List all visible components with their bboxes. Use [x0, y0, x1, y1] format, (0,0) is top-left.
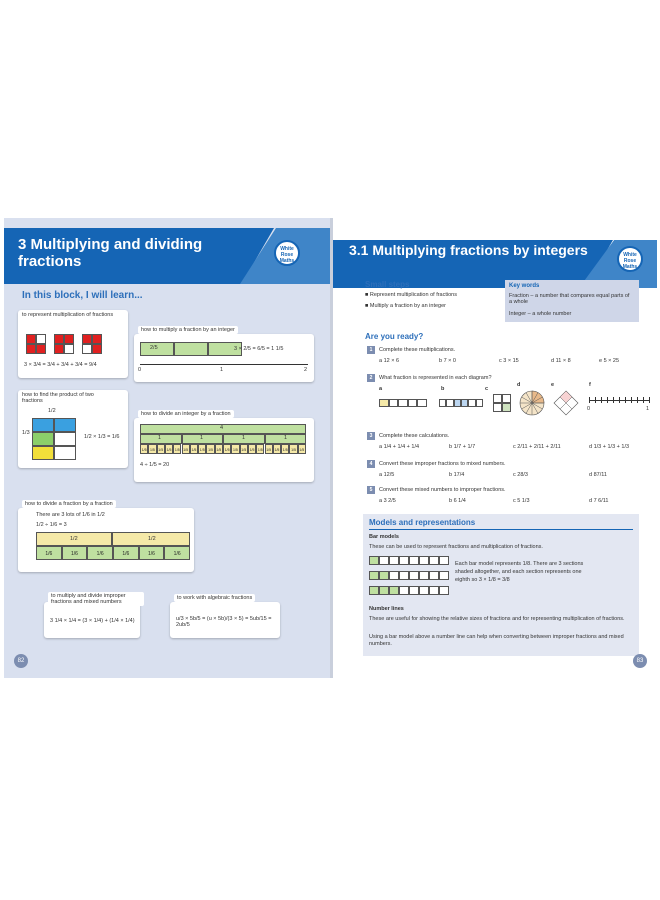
card-line: 1/2 ÷ 1/6 = 3 — [36, 522, 67, 528]
number-line — [140, 364, 308, 365]
bar-segment — [439, 399, 446, 407]
half-label: 1/2 — [70, 536, 78, 542]
fifth-segment: 1/5 — [190, 444, 198, 454]
page-number: 83 — [633, 654, 647, 668]
eighth-segment — [369, 586, 379, 595]
q-part: c 3 × 15 — [499, 358, 519, 364]
eighth-segment — [379, 586, 389, 595]
diagram-a — [379, 399, 427, 407]
question-number: 3 — [367, 432, 375, 440]
bar-segment — [379, 399, 389, 407]
card-product — [18, 390, 128, 468]
question-text: What fraction is represented in each diagram? — [379, 375, 492, 381]
eighth-segment — [439, 556, 449, 565]
diagram-letter: a — [379, 386, 383, 392]
eighth-segment — [409, 571, 419, 580]
question-number: 5 — [367, 486, 375, 494]
models-heading: Models and representations — [369, 518, 476, 527]
whole-label: 4 — [220, 425, 224, 431]
number-lines-text: These are useful for showing the relative sizes of fractions and for representing multiplication of fractions. — [369, 616, 625, 622]
question-text: Complete these calculations. — [379, 433, 450, 439]
q-part: d 1/3 + 1/3 + 1/3 — [589, 444, 630, 450]
fifth-segment: 1/5 — [182, 444, 190, 454]
card-equation: 1/2 × 1/3 = 1/6 — [84, 434, 120, 440]
tick — [643, 397, 644, 403]
eighth-segment — [429, 556, 439, 565]
eighth-segment — [419, 571, 429, 580]
half-label: 1/2 — [148, 536, 156, 542]
page-number: 82 — [14, 654, 28, 668]
diagram-c — [493, 394, 511, 412]
bar-segment — [476, 399, 483, 407]
q-part: a 3 2/5 — [379, 498, 396, 504]
number-lines-heading: Number lines — [369, 606, 404, 612]
bar-label: 2/5 — [150, 345, 158, 351]
eighth-segment — [409, 556, 419, 565]
card-equation: 4 ÷ 1/5 = 20 — [140, 462, 170, 468]
axis-label: 2 — [304, 367, 308, 373]
question-number: 2 — [367, 374, 375, 382]
question-number: 1 — [367, 346, 375, 354]
one-label: 1 — [158, 435, 162, 441]
eighth-segment — [439, 571, 449, 580]
question-number: 4 — [367, 460, 375, 468]
number-lines-text: Using a bar model above a number line can help when converting between improper fractions and mixed numbers. — [369, 634, 624, 647]
bar-model-stack — [369, 556, 449, 602]
eighth-segment — [409, 586, 419, 595]
fifth-segment: 1/5 — [140, 444, 148, 454]
fifth-segment: 1/5 — [148, 444, 156, 454]
fifths-bar — [140, 444, 306, 454]
card-equation: 3 × 2/5 = 6/5 = 1 1/5 — [234, 346, 284, 352]
q-part: a 12 × 6 — [379, 358, 400, 364]
tick — [631, 397, 632, 403]
eighth-segment — [399, 556, 409, 565]
bar-models-text: These can be used to represent fractions and multiplication of fractions. — [369, 544, 543, 550]
eighth-segment — [399, 571, 409, 580]
tick — [595, 397, 596, 403]
one-label: 1 — [284, 435, 288, 441]
card-equation: 3 1/4 × 1/4 = (3 × 1/4) + (1/4 × 1/4) — [50, 618, 135, 624]
card-represent — [18, 310, 128, 378]
side-fraction: 1/3 — [22, 430, 30, 436]
card-divide-integer — [134, 411, 314, 482]
axis-label: 1 — [646, 406, 650, 412]
eighth-segment — [379, 571, 389, 580]
diagram-letter: c — [485, 386, 489, 392]
bar-segment — [461, 399, 468, 407]
question-text: Convert these improper fractions to mixed numbers. — [379, 461, 506, 467]
card-label: how to multiply a fraction by an integer — [138, 326, 238, 334]
bar-segment — [468, 399, 475, 407]
fifth-segment: 1/5 — [281, 444, 289, 454]
chapter-title: 3 Multiplying and dividing fractions — [18, 236, 203, 270]
sixth-segment: 1/6 — [36, 546, 62, 560]
q-part: b 1/7 + 1/7 — [449, 444, 476, 450]
bar-segment — [398, 399, 408, 407]
card-equation: 3 × 3/4 = 3/4 + 3/4 + 3/4 = 9/4 — [24, 362, 97, 368]
eighth-segment — [429, 571, 439, 580]
fifth-segment: 1/5 — [198, 444, 206, 454]
tick — [619, 397, 620, 403]
diagram-d — [519, 390, 545, 416]
axis-label: 1 — [220, 367, 224, 373]
card-line: There are 3 lots of 1/6 in 1/2 — [36, 512, 105, 518]
small-steps-heading: Small steps — [365, 280, 410, 289]
section-title: 3.1 Multiplying fractions by integers — [349, 242, 588, 258]
white-rose-logo: White Rose Maths — [617, 246, 643, 272]
card-algebraic — [170, 595, 280, 638]
q-part: b 17/4 — [449, 472, 465, 478]
key-words-box — [505, 280, 639, 322]
diagram-e — [553, 390, 579, 416]
q-part: e 5 × 25 — [599, 358, 620, 364]
tick — [601, 397, 602, 403]
diagram-b — [439, 399, 483, 407]
card-label: how to divide an integer by a fraction — [138, 410, 234, 418]
one-label: 1 — [200, 435, 204, 441]
small-step-item: ■ Multiply a fraction by an integer — [365, 303, 446, 309]
axis-label: 0 — [587, 406, 591, 412]
q-part: d 87/11 — [589, 472, 607, 478]
eighth-segment — [419, 586, 429, 595]
sixth-segment: 1/6 — [87, 546, 113, 560]
eighth-segment — [439, 586, 449, 595]
sixth-segment: 1/6 — [113, 546, 139, 560]
divider — [369, 529, 633, 530]
eighth-segment — [389, 556, 399, 565]
fifth-segment: 1/5 — [173, 444, 181, 454]
fifth-segment: 1/5 — [157, 444, 165, 454]
key-word: Integer – a whole number — [509, 311, 572, 317]
right-page — [333, 218, 657, 678]
bar-models-heading: Bar models — [369, 534, 399, 540]
fifth-segment: 1/5 — [215, 444, 223, 454]
eighth-segment — [429, 586, 439, 595]
area-model — [32, 418, 76, 460]
q-part: b 7 × 0 — [439, 358, 456, 364]
fifth-segment: 1/5 — [256, 444, 264, 454]
fraction-squares — [26, 334, 116, 354]
ready-heading: Are you ready? — [365, 332, 424, 341]
eighth-segment — [419, 556, 429, 565]
q-part: a 12/5 — [379, 472, 395, 478]
bar-segment — [389, 399, 399, 407]
fifth-segment: 1/5 — [206, 444, 214, 454]
diagram-letter: d — [517, 382, 521, 388]
diagram-letter: e — [551, 382, 555, 388]
learn-heading: In this block, I will learn... — [22, 290, 143, 301]
q-part: b 6 1/4 — [449, 498, 466, 504]
fifth-segment: 1/5 — [273, 444, 281, 454]
eighth-segment — [369, 556, 379, 565]
left-page — [4, 218, 330, 678]
sixth-segment: 1/6 — [139, 546, 165, 560]
fifth-segment: 1/5 — [223, 444, 231, 454]
card-multiply-integer — [134, 327, 314, 382]
card-label: how to find the product of two fractions — [22, 392, 94, 404]
bar-segment — [446, 399, 453, 407]
fifth-segment: 1/5 — [265, 444, 273, 454]
card-label: to represent multiplication of fractions — [22, 312, 114, 318]
tick — [607, 397, 608, 403]
bar-segment — [408, 399, 418, 407]
question-text: Complete these multiplications. — [379, 347, 456, 353]
fifth-segment: 1/5 — [298, 444, 306, 454]
card-label: to multiply and divide improper fractions and mixed numbers — [48, 592, 144, 606]
bar-model-note: Each bar model represents 1/8. There are 3 sections shaded altogether, and each section represents one eighth so 3 × 1/8 = 3/8 — [455, 561, 584, 583]
tick — [649, 397, 650, 403]
q-part: a 1/4 + 1/4 + 1/4 — [379, 444, 420, 450]
diagram-f — [589, 394, 649, 404]
key-words-heading: Key words — [509, 283, 540, 289]
bar-segment — [417, 399, 427, 407]
key-word: Fraction – a number that compares equal parts of a whole — [509, 293, 630, 305]
eighth-segment — [379, 556, 389, 565]
q-part: c 28/3 — [513, 472, 528, 478]
fifth-segment: 1/5 — [165, 444, 173, 454]
fifth-segment: 1/5 — [289, 444, 297, 454]
eighth-segment — [399, 586, 409, 595]
diagram-letter: b — [441, 386, 445, 392]
white-rose-logo: White Rose Maths — [274, 240, 300, 266]
card-improper — [44, 593, 140, 638]
fifth-segment: 1/5 — [231, 444, 239, 454]
tick — [589, 397, 590, 403]
q-part: d 11 × 8 — [551, 358, 571, 364]
card-label: to work with algebraic fractions — [174, 594, 255, 602]
bar-segment — [454, 399, 461, 407]
models-box — [363, 514, 639, 656]
tick — [625, 397, 626, 403]
sixth-segment: 1/6 — [164, 546, 190, 560]
small-step-item: ■ Represent multiplication of fractions — [365, 292, 457, 298]
fifth-segment: 1/5 — [248, 444, 256, 454]
eighth-segment — [389, 586, 399, 595]
diagram-letter: f — [589, 382, 591, 388]
tick — [613, 397, 614, 403]
tick — [637, 397, 638, 403]
q-part: c 2/11 + 2/11 + 2/11 — [513, 444, 561, 450]
card-label: how to divide a fraction by a fraction — [22, 500, 116, 508]
q-part: d 7 6/11 — [589, 498, 609, 504]
card-divide-fraction — [18, 501, 194, 572]
eighth-segment — [369, 571, 379, 580]
eighth-segment — [389, 571, 399, 580]
card-equation: u/3 × 5b/5 = (u × 5b)/(3 × 5) = 5ub/15 = 2ub/5 — [176, 616, 272, 628]
sixths-bar — [36, 546, 190, 560]
axis-label: 0 — [138, 367, 142, 373]
fifth-segment: 1/5 — [240, 444, 248, 454]
sixth-segment: 1/6 — [62, 546, 88, 560]
q-part: c 5 1/3 — [513, 498, 530, 504]
one-label: 1 — [242, 435, 246, 441]
question-text: Convert these mixed numbers to improper fractions. — [379, 487, 506, 493]
top-fraction: 1/2 — [48, 408, 56, 414]
